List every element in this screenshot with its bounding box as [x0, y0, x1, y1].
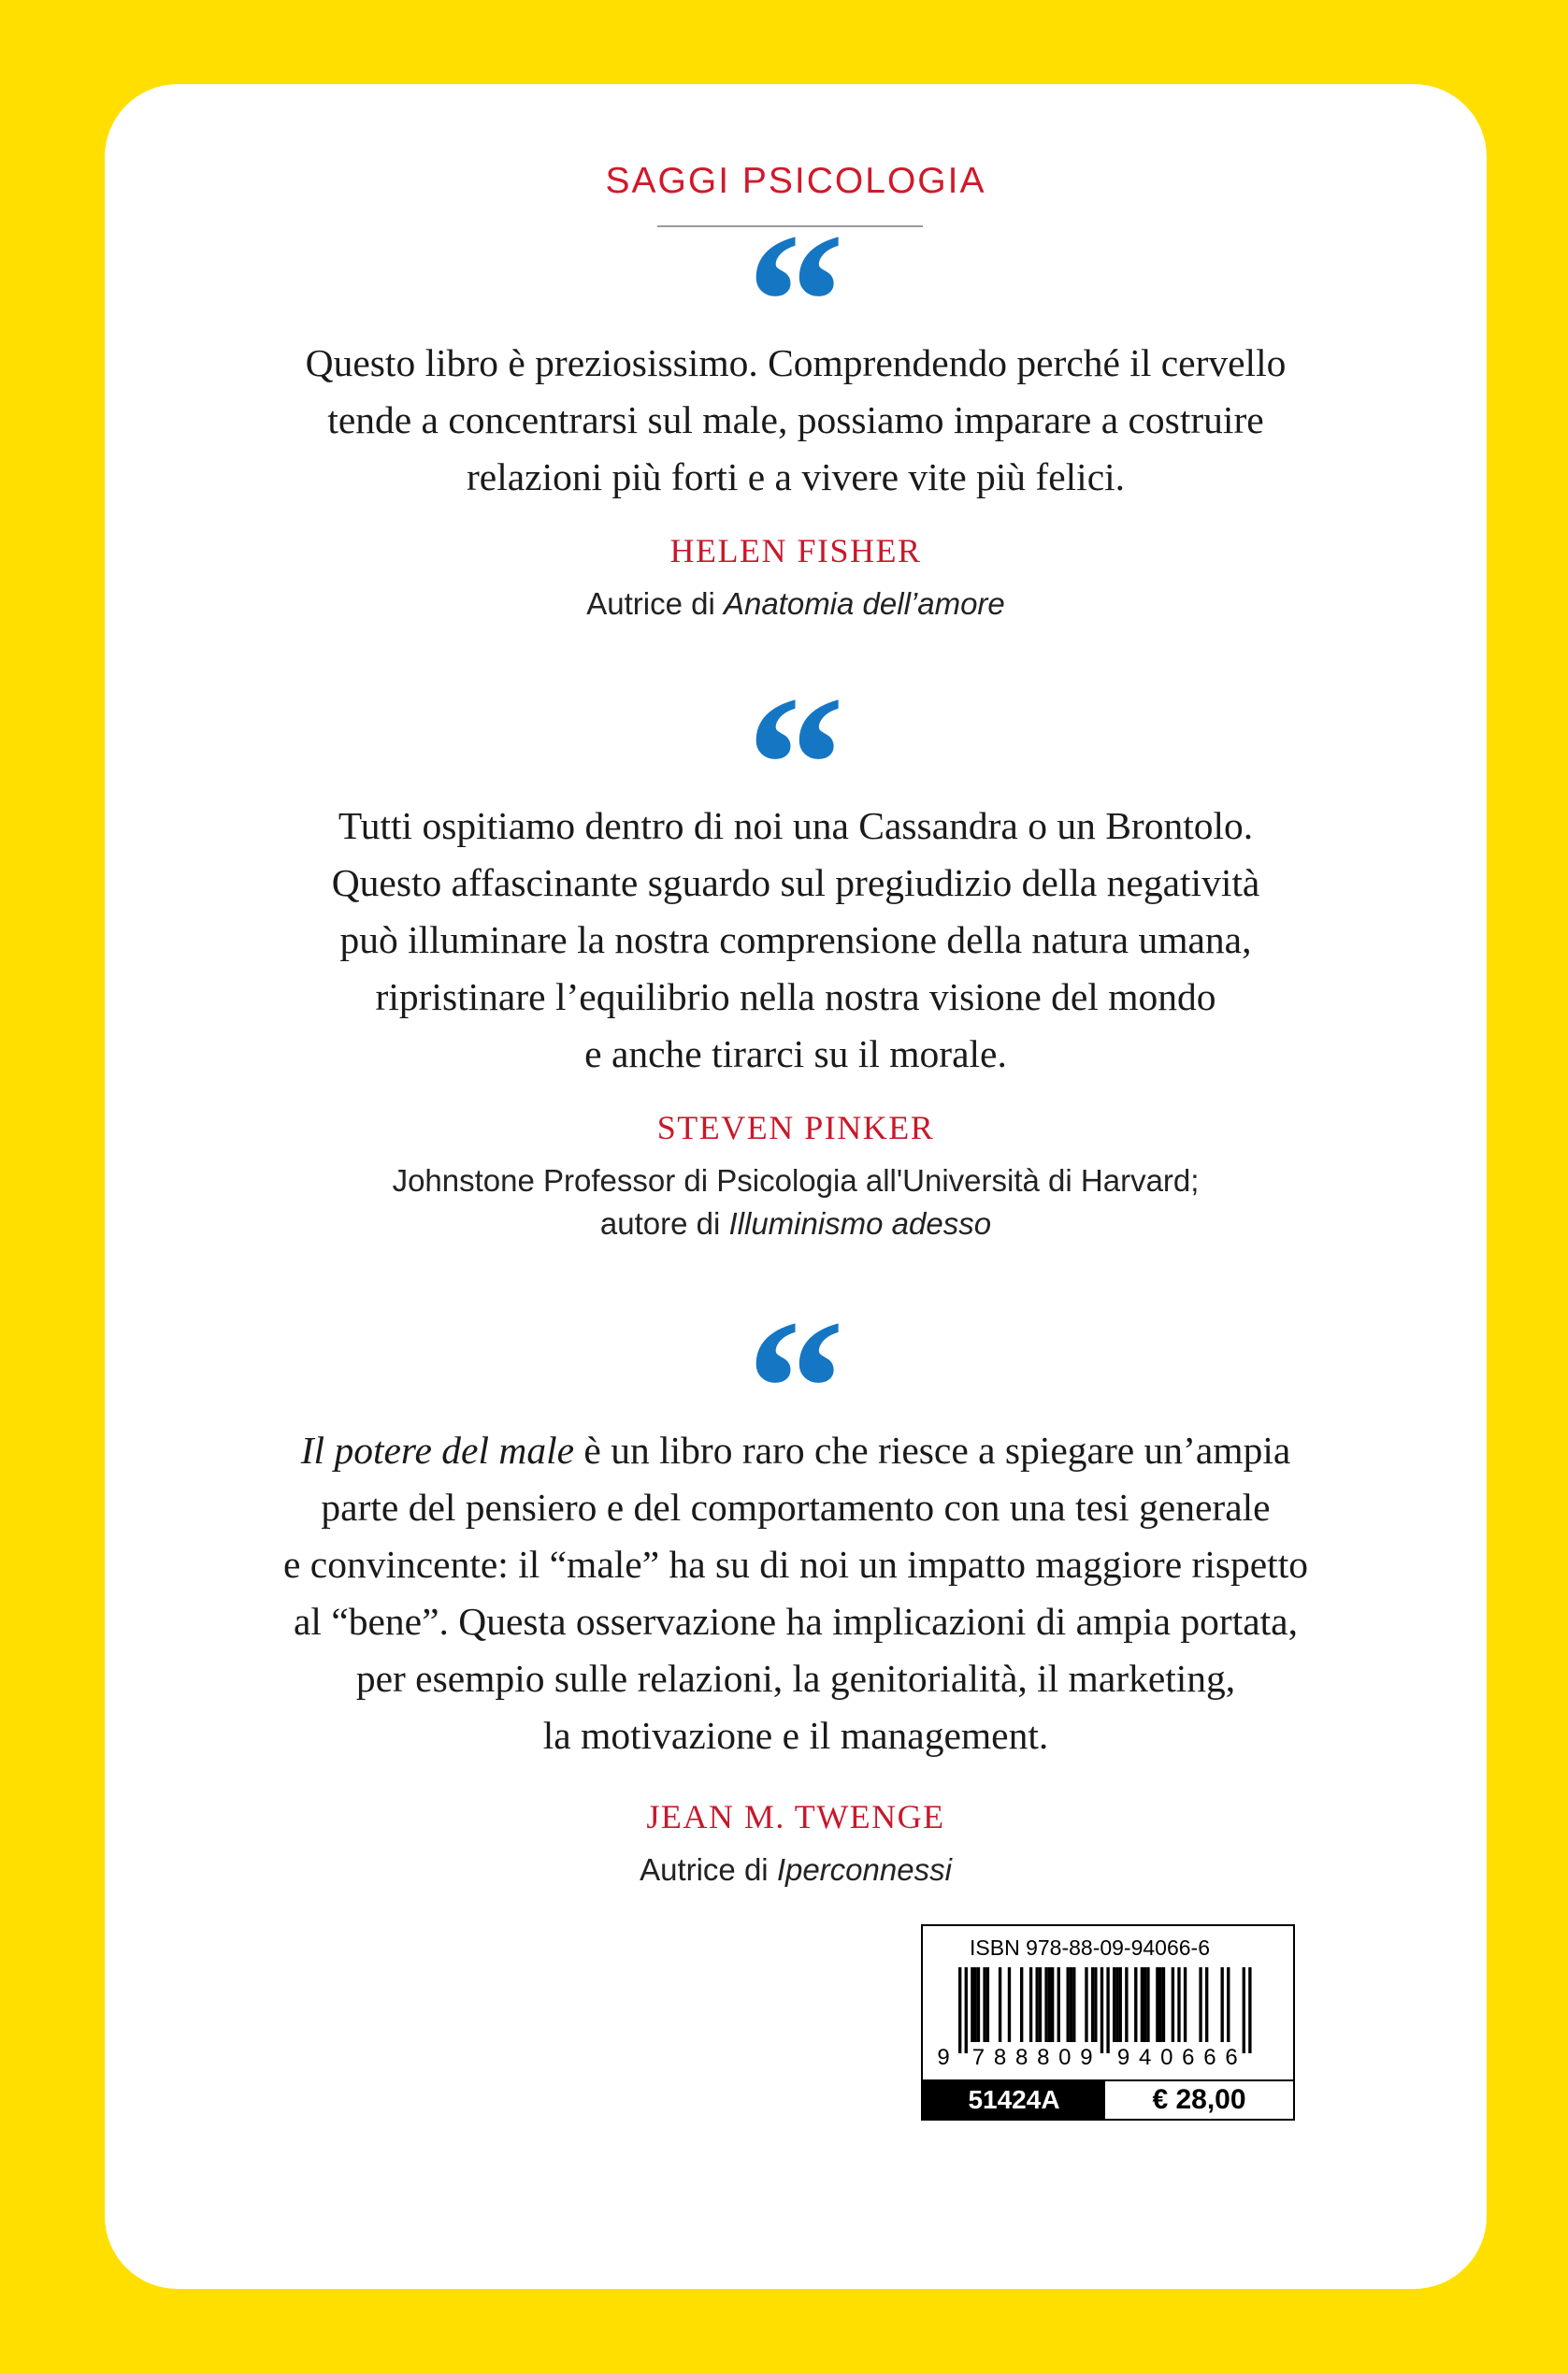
- barcode-bar: [1072, 1967, 1075, 2042]
- quote-2-text: [105, 798, 1487, 1083]
- barcode-bar: [1227, 1967, 1230, 2042]
- barcode-bar: [1162, 1967, 1165, 2042]
- barcode-bar: [1221, 1967, 1224, 2042]
- quote-3-line: la motivazione e il management.: [542, 1714, 1049, 1757]
- barcode-bar: [1070, 1967, 1072, 2042]
- barcode-box: [921, 1924, 1295, 2121]
- quote-2-line: Questo affascinante sguardo sul pregiudizio della negatività: [331, 861, 1260, 904]
- barcode-digit: 9: [937, 2045, 950, 2070]
- barcode-digit: 8: [993, 2045, 1007, 2070]
- barcode-bar: [1243, 1967, 1245, 2053]
- quote-3-credit: [105, 1849, 1487, 1892]
- barcode-bar: [1094, 1967, 1097, 2042]
- credit-prefix: autore di: [599, 1206, 729, 1241]
- quote-2-line: Tutti ospitiamo dentro di noi una Cassandra o un Brontolo.: [338, 804, 1254, 847]
- quote-2-line: può illuminare la nostra comprensione della natura umana,: [339, 918, 1252, 961]
- product-code: 51424A: [923, 2081, 1105, 2119]
- barcode-digit: 6: [1225, 2045, 1238, 2070]
- barcode-digit: 7: [971, 2045, 985, 2070]
- quote-1-author: HELEN FISHER: [669, 532, 922, 569]
- book-title: Iperconnessi: [776, 1852, 952, 1887]
- quote-3-line: per esempio sulle relazioni, la genitorialità, il marketing,: [355, 1657, 1236, 1700]
- barcode-bar: [983, 1967, 985, 2042]
- quote-1-line: Questo libro è preziosissimo. Comprendendo perché il cervello: [305, 341, 1287, 384]
- barcode-bar: [977, 1967, 980, 2042]
- barcode-bar: [958, 1967, 961, 2053]
- quote-1-line: tende a concentrarsi sul male, possiamo imparare a costruire: [327, 398, 1264, 441]
- quote-3-line: è un libro raro che riesce a spiegare un’ampia: [574, 1429, 1291, 1472]
- credit-prefix: Autrice di: [640, 1852, 777, 1887]
- barcode-bar: [965, 1967, 968, 2053]
- barcode-bar: [1125, 1967, 1128, 2042]
- barcode-digit: 6: [1203, 2045, 1216, 2070]
- quote-3-line: al “bene”. Questa osservazione ha implicazioni di ampia portata,: [294, 1600, 1298, 1643]
- barcode-bar: [1106, 1967, 1109, 2053]
- barcode-bar: [1067, 1967, 1070, 2042]
- barcode-footer: [923, 2079, 1293, 2119]
- barcode-bar: [1029, 1967, 1032, 2042]
- barcode-bar: [1172, 1967, 1174, 2042]
- barcode-bar: [1085, 1967, 1087, 2042]
- barcode-bar: [986, 1967, 989, 2042]
- barcode-bar: [1119, 1967, 1122, 2042]
- credit-prefix: Autrice di: [586, 586, 724, 621]
- quote-2-credit: [105, 1159, 1487, 1245]
- barcode-bar: [971, 1967, 973, 2042]
- barcode-icon: [934, 1967, 1282, 2072]
- barcode-bar: [1057, 1967, 1060, 2042]
- barcode-bar: [1039, 1967, 1042, 2042]
- barcode-digit: 8: [1037, 2045, 1050, 2070]
- barcode-bar: [1091, 1967, 1094, 2042]
- barcode-bar: [1020, 1967, 1023, 2042]
- barcode-bar: [1113, 1967, 1115, 2042]
- barcode-bar: [1144, 1967, 1146, 2042]
- quote-mark-icon: “: [746, 194, 845, 410]
- barcode-digit: 9: [1080, 2045, 1093, 2070]
- barcode-bar: [1177, 1967, 1180, 2042]
- barcode-digit: 4: [1138, 2045, 1152, 2070]
- book-title: Illuminismo adesso: [728, 1206, 992, 1241]
- credit-line: Johnstone Professor di Psicologia all'Università di Harvard;: [392, 1163, 1200, 1198]
- barcode-bar: [1044, 1967, 1047, 2042]
- barcode-bar: [1159, 1967, 1162, 2042]
- isbn-label: ISBN 978-88-09-94066-6: [970, 1935, 1210, 1960]
- barcode-bar: [1141, 1967, 1144, 2042]
- barcode-digit: 6: [1182, 2045, 1195, 2070]
- barcode-bar: [1051, 1967, 1054, 2042]
- quote-mark-icon: “: [746, 656, 845, 873]
- barcode-bar: [1146, 1967, 1149, 2042]
- quote-3-line: parte del pensiero e del comportamento con una tesi generale: [321, 1486, 1271, 1529]
- barcode-digit: 8: [1014, 2045, 1029, 2070]
- quote-2-line: ripristinare l’equilibrio nella nostra visione del mondo: [375, 975, 1216, 1018]
- quote-3-author: JEAN M. TWENGE: [646, 1798, 945, 1835]
- quote-3-line: e convincente: il “male” ha su di noi un impatto maggiore rispetto: [283, 1543, 1308, 1586]
- barcode-bar: [1184, 1967, 1187, 2042]
- category-label: SAGGI PSICOLOGIA: [605, 161, 986, 201]
- barcode-bar: [1199, 1967, 1201, 2042]
- barcode-bar: [1115, 1967, 1118, 2042]
- barcode-bar: [1100, 1967, 1103, 2053]
- quote-2-line: e anche tirarci su il morale.: [584, 1032, 1007, 1075]
- barcode-digit: 9: [1116, 2045, 1130, 2070]
- quote-3-text: [105, 1422, 1487, 1764]
- barcode-bar: [1156, 1967, 1158, 2042]
- quote-mark-icon: “: [746, 1280, 845, 1497]
- barcode-digit: 0: [1160, 2045, 1173, 2070]
- quote-1-line: relazioni più forti e a vivere vite più felici.: [466, 455, 1126, 498]
- barcode-bar: [1205, 1967, 1208, 2042]
- book-title-inline: Il potere del male: [300, 1429, 575, 1472]
- barcode-bar: [1134, 1967, 1137, 2042]
- barcode-bar: [1008, 1967, 1011, 2042]
- barcode-bar: [1048, 1967, 1051, 2042]
- book-title: Anatomia dell’amore: [723, 586, 1005, 621]
- barcode-bar: [1248, 1967, 1251, 2053]
- barcode-bar: [1036, 1967, 1039, 2042]
- barcode-digit: 0: [1058, 2045, 1072, 2070]
- quote-2-author: STEVEN PINKER: [656, 1109, 935, 1146]
- barcode-bar: [974, 1967, 977, 2042]
- price-label: € 28,00: [1152, 2084, 1246, 2115]
- quote-1-credit: [105, 583, 1487, 626]
- quote-1-text: [105, 335, 1487, 506]
- barcode-bar: [999, 1967, 1001, 2042]
